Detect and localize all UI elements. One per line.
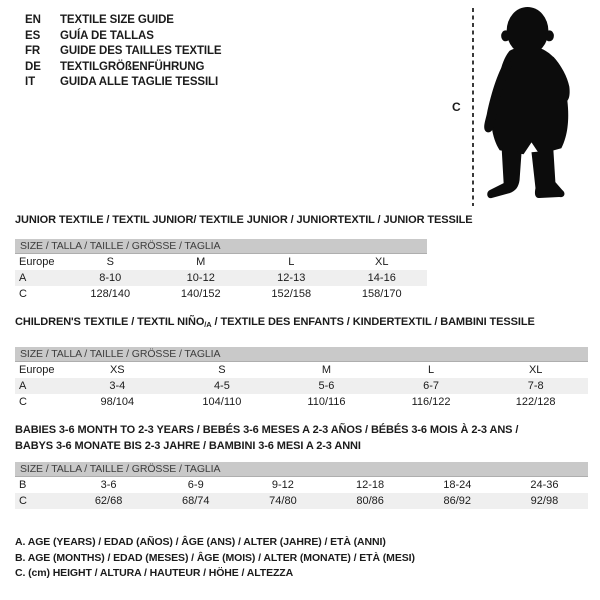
height-cell: 116/122 [411,396,451,408]
lang-label: GUIDE DES TAILLES TEXTILE [60,45,222,57]
lang-code: FR [25,45,41,57]
table-row-europe [15,254,427,270]
lang-label: TEXTILE SIZE GUIDE [60,14,174,26]
row-label: C [19,288,27,300]
size-header-row: SIZE / TALLA / TAILLE / GRÖSSE / TAGLIA [15,239,427,254]
children-title-sub: /A [204,320,212,329]
size-cell: S [218,364,226,376]
row-label: B [19,479,27,491]
note-height-cm: C. (cm) HEIGHT / ALTURA / HAUTEUR / HÖHE / ALTEZZA [15,567,294,579]
note-age-months: B. AGE (MONTHS) / EDAD (MESES) / ÂGE (MOIS) / ALTER (MONATE) / ETÀ (MESI) [15,551,415,564]
height-cell: 68/74 [181,495,210,507]
lang-row-en [25,13,222,29]
dashed-measure-line [472,8,474,206]
height-cell: 98/104 [100,396,135,408]
lang-code: EN [25,14,41,26]
height-cell: 158/170 [361,288,402,300]
lang-row-es [25,29,222,45]
height-cell: 122/128 [515,396,556,408]
table-row-height [15,394,588,410]
age-cell: 5-6 [318,380,335,392]
size-header-row: SIZE / TALLA / TAILLE / GRÖSSE / TAGLIA [15,462,588,477]
size-cell: S [106,256,114,268]
height-cell: 152/158 [271,288,312,300]
table-row-age [15,270,427,286]
table-row-height [15,286,427,302]
baby-silhouette-image [478,3,586,207]
lang-label: GUÍA DE TALLAS [60,29,154,42]
row-label: A [19,380,27,392]
size-cell: L [288,256,295,268]
baby-height-figure [450,0,600,215]
lang-code: DE [25,60,41,73]
children-title-pre: CHILDREN'S TEXTILE / TEXTIL NIÑO [15,316,205,328]
age-cell: 3-4 [109,380,126,392]
age-cell: 6-7 [423,380,440,392]
size-cell: XL [528,364,543,376]
lang-row-de [25,60,222,76]
row-label: A [19,272,27,284]
months-cell: 9-12 [271,479,294,491]
months-cell: 12-18 [356,479,385,491]
children-section-title [15,316,535,329]
height-cell: 86/92 [443,495,472,507]
babies-section-title [15,423,518,454]
age-cell: 14-16 [367,272,396,284]
age-cell: 4-5 [213,380,230,392]
age-cell: 10-12 [186,272,215,284]
lang-label: TEXTILGRÖßENFÜHRUNG [60,60,205,73]
row-label: Europe [19,364,55,376]
months-cell: 6-9 [187,479,204,491]
size-cell: XL [375,256,389,268]
height-cell: 140/152 [180,288,221,300]
table-row-months [15,477,588,493]
height-cell: 74/80 [269,495,297,507]
months-cell: 18-24 [443,479,472,491]
row-label: C [19,396,27,408]
children-size-table [15,347,588,410]
babies-title-line1: BABIES 3-6 MONTH TO 2-3 YEARS / BEBÉS 3-6 MESES A 2-3 AÑOS / BÉBÉS 3-6 MOIS À 2-3 ANS / [15,424,519,436]
table-row-europe [15,362,588,378]
height-cell: 62/68 [94,495,123,507]
height-measure-label: C [452,100,461,114]
table-row-age [15,378,588,394]
babies-title-line2: BABYS 3-6 MONATE BIS 2-3 JAHRE / BAMBINI 3-6 MESI A 2-3 ANNI [15,439,361,452]
row-label: Europe [19,256,55,268]
size-cell: M [321,364,332,376]
lang-code: IT [25,76,36,88]
months-cell: 24-36 [530,479,559,491]
height-cell: 104/110 [202,396,242,408]
note-age-years: A. AGE (YEARS) / EDAD (AÑOS) / ÂGE (ANS) / ALTER (JAHRE) / ETÀ (ANNI) [15,536,386,548]
lang-row-it [25,75,222,91]
table-row-height [15,493,588,509]
legend-notes [15,535,415,582]
lang-label: GUIDA ALLE TAGLIE TESSILI [60,76,219,88]
size-header-row: SIZE / TALLA / TAILLE / GRÖSSE / TAGLIA [15,347,588,362]
size-cell: XS [109,364,125,376]
junior-size-table [15,239,427,302]
babies-size-table [15,462,588,509]
row-label: C [19,495,27,507]
language-title-list [25,13,222,91]
age-cell: 12-13 [277,272,306,284]
age-cell: 8-10 [99,272,122,284]
size-cell: L [428,364,435,376]
height-cell: 128/140 [90,288,131,300]
months-cell: 3-6 [100,479,117,491]
height-cell: 110/116 [307,396,346,408]
height-cell: 92/98 [530,495,559,507]
children-title-post: / TEXTILE DES ENFANTS / KINDERTEXTIL / BAMBINI TESSILE [211,316,535,328]
age-cell: 7-8 [527,380,544,392]
junior-section-title: JUNIOR TEXTILE / TEXTIL JUNIOR/ TEXTILE JUNIOR / JUNIORTEXTIL / JUNIOR TESSILE [15,214,473,226]
lang-row-fr [25,44,222,60]
height-cell: 80/86 [356,495,384,507]
lang-code: ES [25,29,41,42]
size-cell: M [196,256,206,268]
